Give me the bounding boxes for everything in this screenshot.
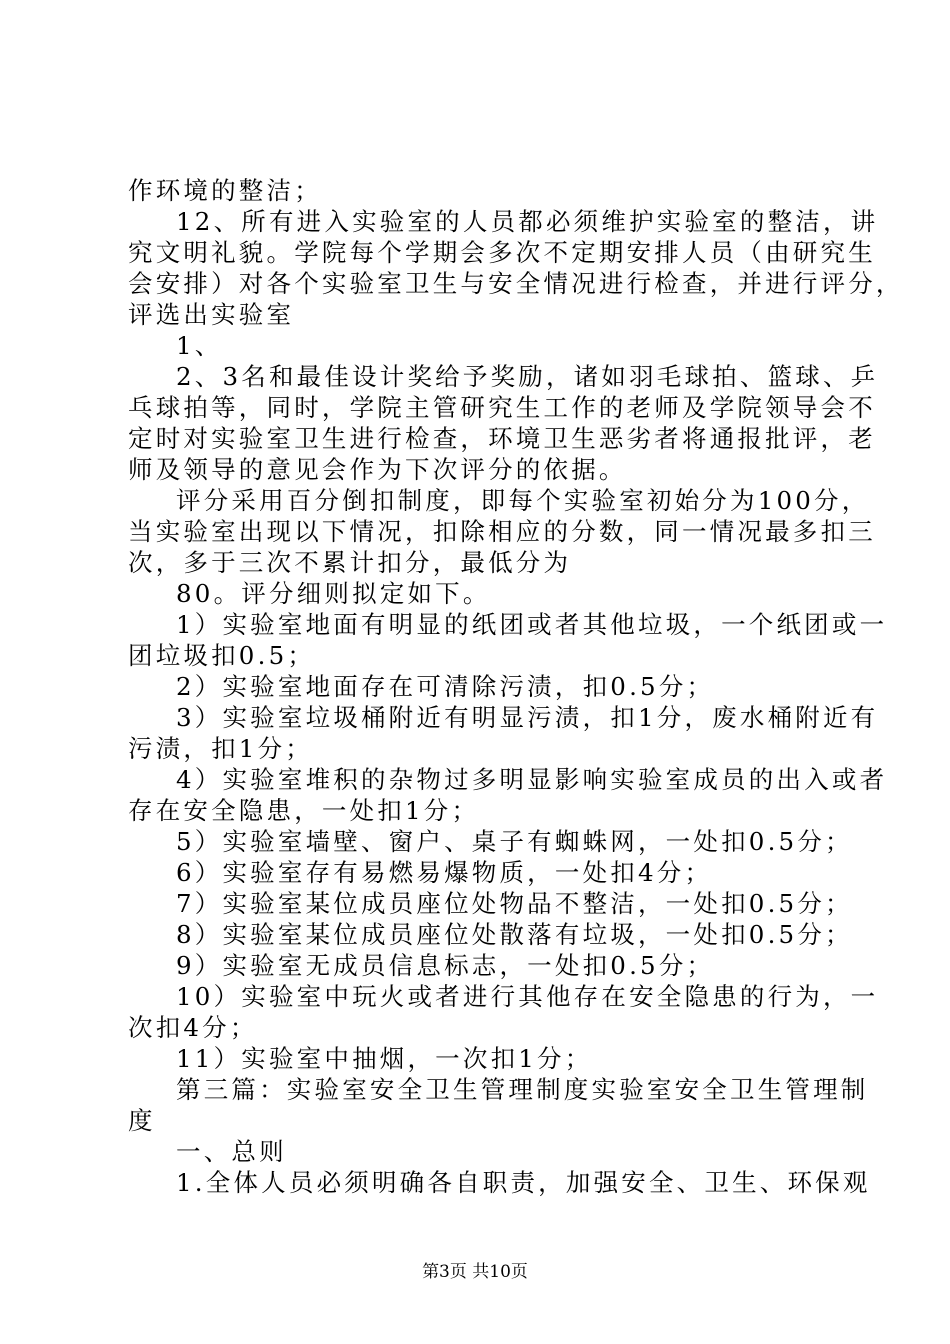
text-line: 2）实验室地面存在可清除污渍，扣0.5分；	[176, 672, 715, 701]
text-line: 5）实验室墙壁、窗户、桌子有蜘蛛网，一处扣0.5分；	[176, 827, 853, 856]
text-line: 9）实验室无成员信息标志，一处扣0.5分；	[176, 951, 715, 980]
text-line: 3）实验室垃圾桶附近有明显污渍，扣1分，废水桶附近有	[176, 703, 879, 732]
text-line: 1）实验室地面有明显的纸团或者其他垃圾，一个纸团或一	[176, 610, 888, 639]
subsection-heading: 一、总则	[176, 1137, 287, 1166]
text-line: 4）实验室堆积的杂物过多明显影响实验室成员的出入或者	[176, 765, 888, 794]
text-line: 12、所有进入实验室的人员都必须维护实验室的整洁，讲	[176, 207, 879, 236]
text-line: 评选出实验室	[128, 300, 295, 329]
text-line: 团垃圾扣0.5；	[128, 641, 316, 670]
text-line: 次，多于三次不累计扣分，最低分为	[128, 548, 572, 577]
text-line: 定时对实验室卫生进行检查，环境卫生恶劣者将通报批评，老	[128, 424, 876, 453]
text-line: 污渍，扣1分；	[128, 734, 313, 763]
text-line: 11）实验室中抽烟，一次扣1分；	[176, 1044, 593, 1073]
text-line: 7）实验室某位成员座位处物品不整洁，一处扣0.5分；	[176, 889, 853, 918]
text-line: 1、	[176, 331, 223, 360]
text-line: 究文明礼貌。学院每个学期会多次不定期安排人员（由研究生	[128, 238, 876, 267]
text-line: 80。评分细则拟定如下。	[176, 579, 491, 608]
text-line: 1.全体人员必须明确各自职责，加强安全、卫生、环保观	[176, 1168, 871, 1197]
text-line: 当实验室出现以下情况，扣除相应的分数，同一情况最多扣三	[128, 517, 876, 546]
text-line: 评分采用百分倒扣制度，即每个实验室初始分为100分，	[176, 486, 870, 515]
text-line: 10）实验室中玩火或者进行其他存在安全隐患的行为，一	[176, 982, 879, 1011]
text-line: 乓球拍等，同时，学院主管研究生工作的老师及学院领导会不	[128, 393, 876, 422]
text-line: 8）实验室某位成员座位处散落有垃圾，一处扣0.5分；	[176, 920, 853, 949]
text-line: 师及领导的意见会作为下次评分的依据。	[128, 455, 627, 484]
page-footer: 第3页 共10页	[422, 1262, 528, 1282]
text-line: 2、3名和最佳设计奖给予奖励，诸如羽毛球拍、篮球、乒	[176, 362, 879, 391]
text-line: 存在安全隐患，一处扣1分；	[128, 796, 480, 825]
section-heading: 度	[128, 1106, 156, 1135]
text-line: 作环境的整洁；	[128, 176, 322, 205]
text-line: 次扣4分；	[128, 1013, 258, 1042]
text-line: 会安排）对各个实验室卫生与安全情况进行检查，并进行评分，	[128, 269, 904, 298]
section-heading: 第三篇：实验室安全卫生管理制度实验室安全卫生管理制	[176, 1075, 869, 1104]
text-line: 6）实验室存有易燃易爆物质，一处扣4分；	[176, 858, 713, 887]
